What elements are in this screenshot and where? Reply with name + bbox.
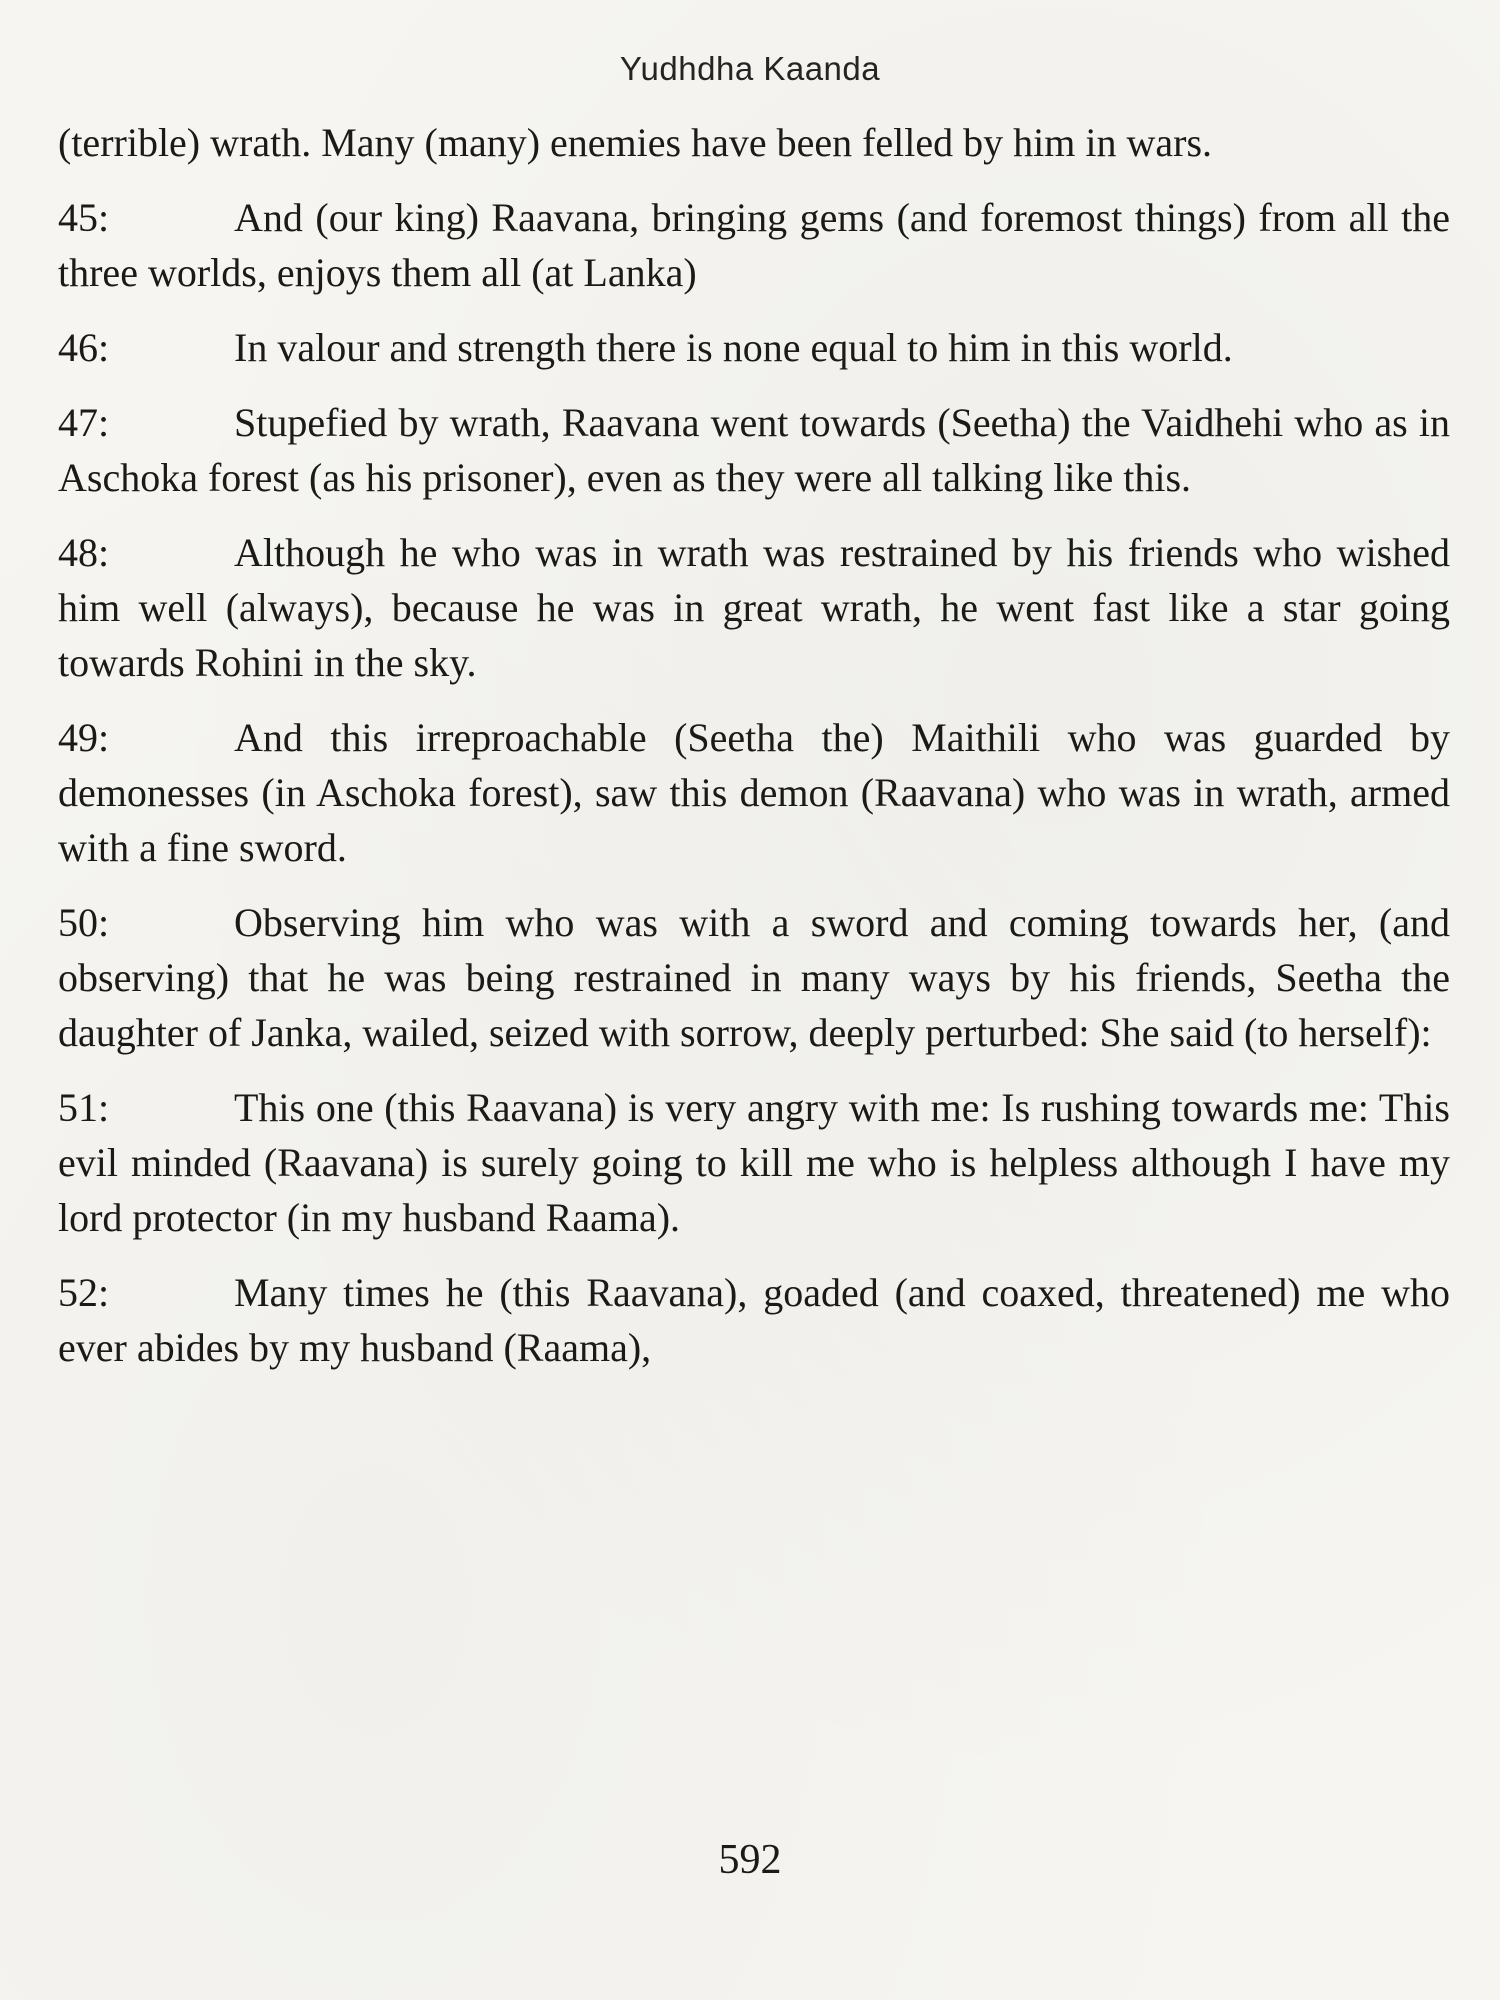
verse-text: Many times he (this Raavana), goaded (and coaxed, threatened) me who ever abides by my husband (Raama),: [58, 1270, 1450, 1370]
continuation-paragraph: (terrible) wrath. Many (many) enemies have been felled by him in wars.: [58, 120, 1213, 165]
verse-text: Observing him who was with a sword and coming towards her, (and observing) that he was being restrained in many ways by his friends, Seetha the daughter of Janka, wailed, seized with sorrow, deeply perturbed: She said (to herself):: [58, 900, 1450, 1055]
verse-52: [58, 1265, 1450, 1375]
verse-49: [58, 710, 1450, 875]
page-number: 592: [718, 1837, 782, 1883]
verse-number: 45:: [58, 195, 110, 240]
verse-number: 46:: [58, 325, 110, 370]
verse-text: And this irreproachable (Seetha the) Maithili who was guarded by demonesses (in Aschoka forest), saw this demon (Raavana) who was in wrath, armed with a fine sword.: [58, 715, 1450, 870]
page-body: [58, 115, 1450, 1395]
verse-number: 51:: [58, 1085, 110, 1130]
verse-51: [58, 1080, 1450, 1245]
verse-text: Stupefied by wrath, Raavana went towards (Seetha) the Vaidhehi who as in Aschoka forest (as his prisoner), even as they were all talking like this.: [58, 400, 1450, 500]
verse-text: This one (this Raavana) is very angry with me: Is rushing towards me: This evil minded (Raavana) is surely going to kill me who is helpless although I have my lord protector (in my husband Raama).: [58, 1085, 1450, 1240]
verse-number: 47:: [58, 400, 110, 445]
verse-number: 48:: [58, 530, 110, 575]
verse-46: [58, 320, 1450, 375]
verse-50: [58, 895, 1450, 1060]
verse-text: In valour and strength there is none equal to him in this world.: [234, 325, 1233, 370]
verse-text: Although he who was in wrath was restrained by his friends who wished him well (always), because he was in great wrath, he went fast like a star going towards Rohini in the sky.: [58, 530, 1450, 685]
verse-text: And (our king) Raavana, bringing gems (and foremost things) from all the three worlds, enjoys them all (at Lanka): [58, 195, 1450, 295]
running-header: Yudhdha Kaanda: [619, 50, 881, 87]
verse-48: [58, 525, 1450, 690]
verse-45: [58, 190, 1450, 300]
verse-47: [58, 395, 1450, 505]
verse-number: 52:: [58, 1270, 110, 1315]
verse-number: 50:: [58, 900, 110, 945]
verse-number: 49:: [58, 715, 110, 760]
